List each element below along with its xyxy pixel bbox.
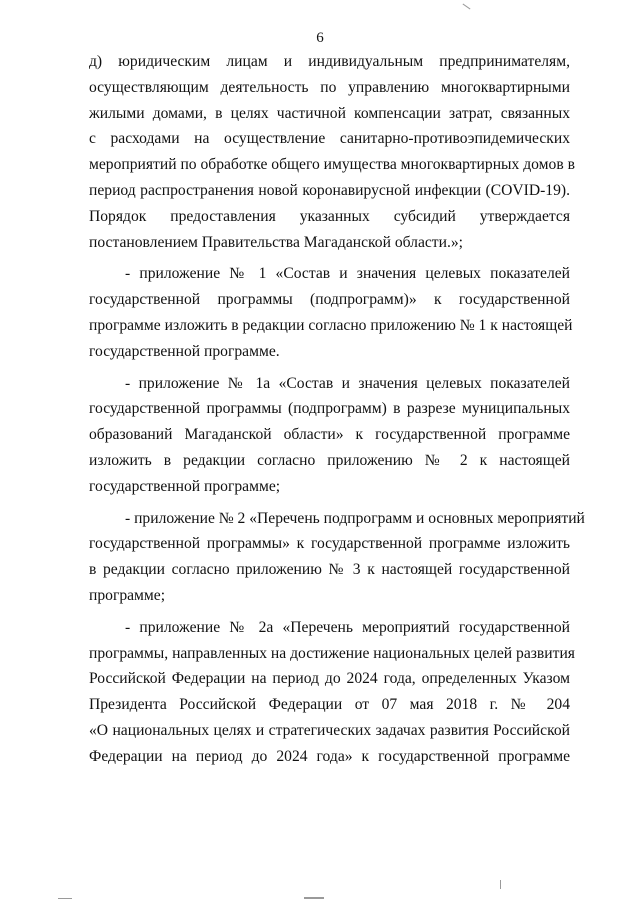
scan-speck [304,897,324,899]
text-line: жилыми домами, в целях частичной компенсации затрат, связанных [89,104,570,122]
document-body [89,49,585,770]
text-line: изложить в редакции согласно приложению № 2 к настоящей [89,451,570,469]
paragraph-appendix-1 [89,261,573,364]
text-line: образований Магаданской области» к государственной программе [89,426,570,444]
text-line: постановлением Правительства Магаданской области.»; [89,233,463,251]
text-line: - приложение № 1а «Состав и значения целевых показателей [125,374,570,392]
text-line: программе; [89,586,166,604]
paragraph-appendix-1a [89,371,570,500]
text-line: Порядок предоставления указанных субсидий утверждается [89,207,570,225]
text-line: мероприятий по обработке общего имущества многоквартирных домов в [89,156,575,174]
text-line: государственной программе; [89,477,281,495]
text-line: Федерации на период до 2024 года» к государственной программе [89,747,570,765]
text-line: Российской Федерации на период до 2024 года, определенных Указом [89,670,570,688]
text-line: государственной программы (подпрограмм) в разрезе муниципальных [89,400,570,418]
text-line: период распространения новой коронавирусной инфекции (COVID-19). [89,181,570,199]
text-line: государственной программе. [89,342,280,360]
scan-speck [500,880,501,889]
page-number: 6 [316,30,324,46]
text-line: осуществляющим деятельность по управлению многоквартирными [89,78,570,96]
text-line: в редакции согласно приложению № 3 к настоящей государственной [89,561,570,579]
text-line: - приложение № 1 «Состав и значения целевых показателей [125,265,570,283]
text-line: д) юридическим лицам и индивидуальным предпринимателям, [89,53,570,70]
scan-speck [58,898,72,899]
paragraph-appendix-2 [89,506,585,609]
text-line: «О национальных целях и стратегических задачах развития Российской [89,721,570,739]
scan-speck [463,4,471,10]
text-line: с расходами на осуществление санитарно-противоэпидемических [89,130,570,148]
text-line: государственной программы» к государственной программе изложить [89,535,570,553]
text-line: программе изложить в редакции согласно приложению № 1 к настоящей [89,316,573,334]
paragraph-appendix-2a [89,615,575,770]
paragraph-subsidy-clause [89,49,575,255]
text-line: Президента Российской Федерации от 07 мая 2018 г. № 204 [89,696,570,714]
text-line: программы, направленных на достижение национальных целей развития [89,644,575,662]
text-line: - приложение № 2а «Перечень мероприятий государственной [125,618,570,636]
text-line: - приложение № 2 «Перечень подпрограмм и основных мероприятий [125,509,585,527]
text-line: государственной программы (подпрограмм)» к государственной [89,291,570,309]
